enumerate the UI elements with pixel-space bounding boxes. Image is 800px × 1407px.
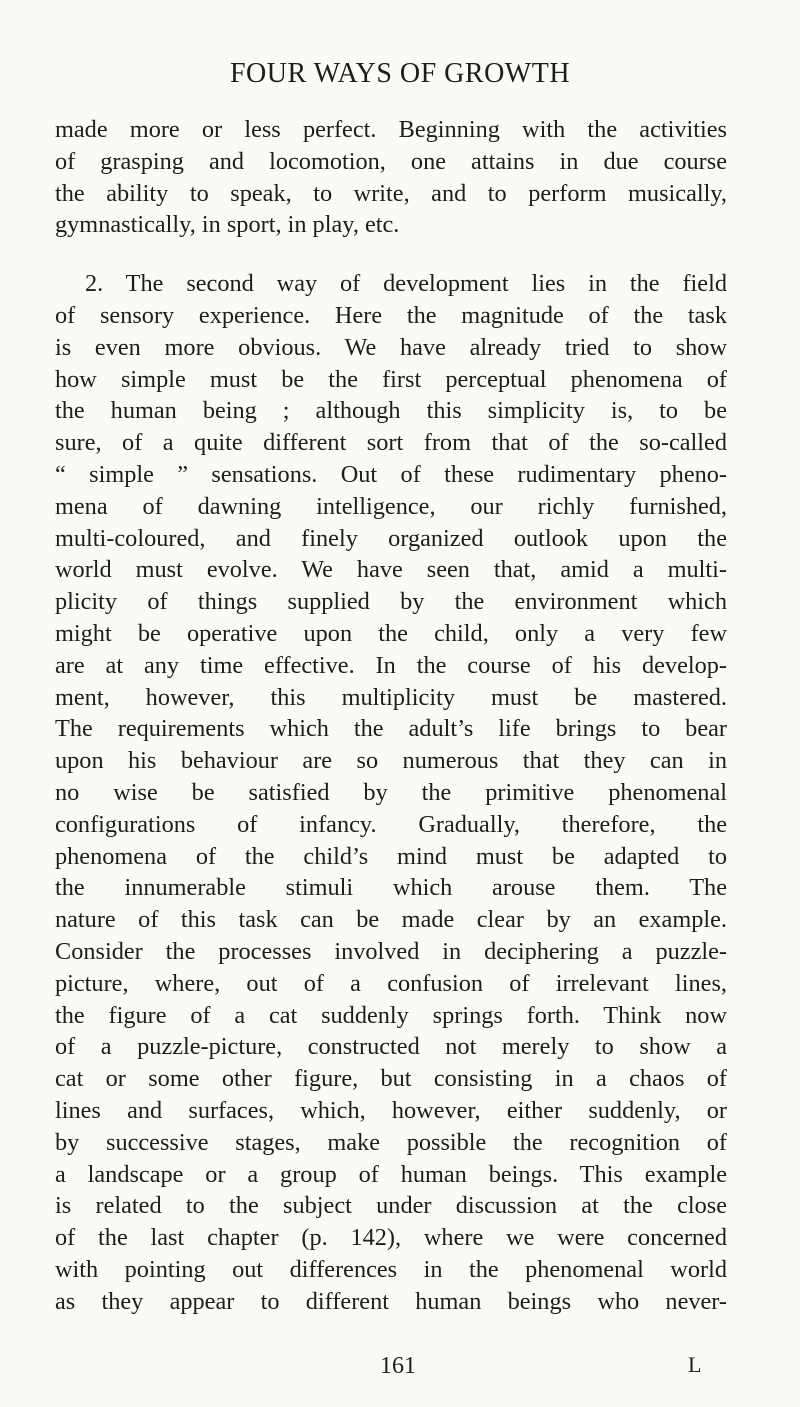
text-line: phenomena of the child’s mind must be adapted to	[55, 842, 727, 870]
text-line: the human being ; although this simplicity is, to be	[55, 397, 727, 425]
text-line: upon his behaviour are so numerous that they can in	[55, 747, 727, 775]
text-line: Consider the processes involved in deciphering a puzzle-	[55, 937, 727, 965]
text-line: the figure of a cat suddenly springs forth. Think now	[55, 1001, 727, 1029]
text-line: The requirements which the adult’s life brings to bear	[55, 715, 727, 743]
page-number: 161	[380, 1353, 416, 1379]
text-line: multi-coloured, and finely organized outlook upon the	[55, 524, 727, 552]
text-line: is related to the subject under discussion at the close	[55, 1192, 727, 1220]
text-line: the innumerable stimuli which arouse them. The	[55, 874, 727, 902]
signature-mark: L	[688, 1352, 703, 1377]
running-head: FOUR WAYS OF GROWTH	[229, 58, 571, 89]
paragraph-gap	[55, 241, 727, 268]
text-line: are at any time effective. In the course of his develop-	[55, 651, 727, 679]
text-line: “ simple ” sensations. Out of these rudimentary pheno-	[55, 460, 727, 488]
text-line: 2. The second way of development lies in the field	[85, 270, 727, 298]
paragraph-2	[55, 268, 727, 1317]
text-line: might be operative upon the child, only a very few	[55, 619, 727, 647]
text-line: gymnastically, in sport, in play, etc.	[55, 211, 400, 239]
body-text	[55, 114, 727, 1317]
text-line: ment, however, this multiplicity must be mastered.	[55, 683, 727, 711]
text-line: how simple must be the first perceptual phenomena of	[55, 365, 727, 393]
text-line: plicity of things supplied by the environment which	[55, 588, 727, 616]
text-line: no wise be satisfied by the primitive phenomenal	[55, 778, 727, 806]
text-line: sure, of a quite different sort from that of the so-called	[55, 429, 727, 457]
text-line: a landscape or a group of human beings. This example	[55, 1160, 727, 1188]
text-line: as they appear to different human beings who never-	[55, 1287, 727, 1315]
text-line: nature of this task can be made clear by an example.	[55, 906, 727, 934]
text-line: configurations of infancy. Gradually, therefore, the	[55, 810, 727, 838]
paragraph-1	[55, 114, 727, 241]
text-line: picture, where, out of a confusion of irrelevant lines,	[55, 969, 727, 997]
text-line: cat or some other figure, but consisting in a chaos of	[55, 1065, 727, 1093]
text-line: of grasping and locomotion, one attains in due course	[55, 147, 727, 175]
text-line: by successive stages, make possible the recognition of	[55, 1128, 727, 1156]
text-line: of the last chapter (p. 142), where we were concerned	[55, 1224, 727, 1252]
text-line: with pointing out differences in the phenomenal world	[55, 1255, 727, 1283]
text-line: world must evolve. We have seen that, amid a multi-	[55, 556, 727, 584]
text-line: of a puzzle-picture, constructed not merely to show a	[55, 1033, 727, 1061]
text-line: the ability to speak, to write, and to perform musically,	[55, 179, 727, 207]
text-line: of sensory experience. Here the magnitude of the task	[55, 301, 727, 329]
text-line: lines and surfaces, which, however, either suddenly, or	[55, 1096, 727, 1124]
text-line: mena of dawning intelligence, our richly furnished,	[55, 492, 727, 520]
text-line: made more or less perfect. Beginning with the activities	[55, 116, 727, 143]
text-line: is even more obvious. We have already tried to show	[55, 333, 727, 361]
